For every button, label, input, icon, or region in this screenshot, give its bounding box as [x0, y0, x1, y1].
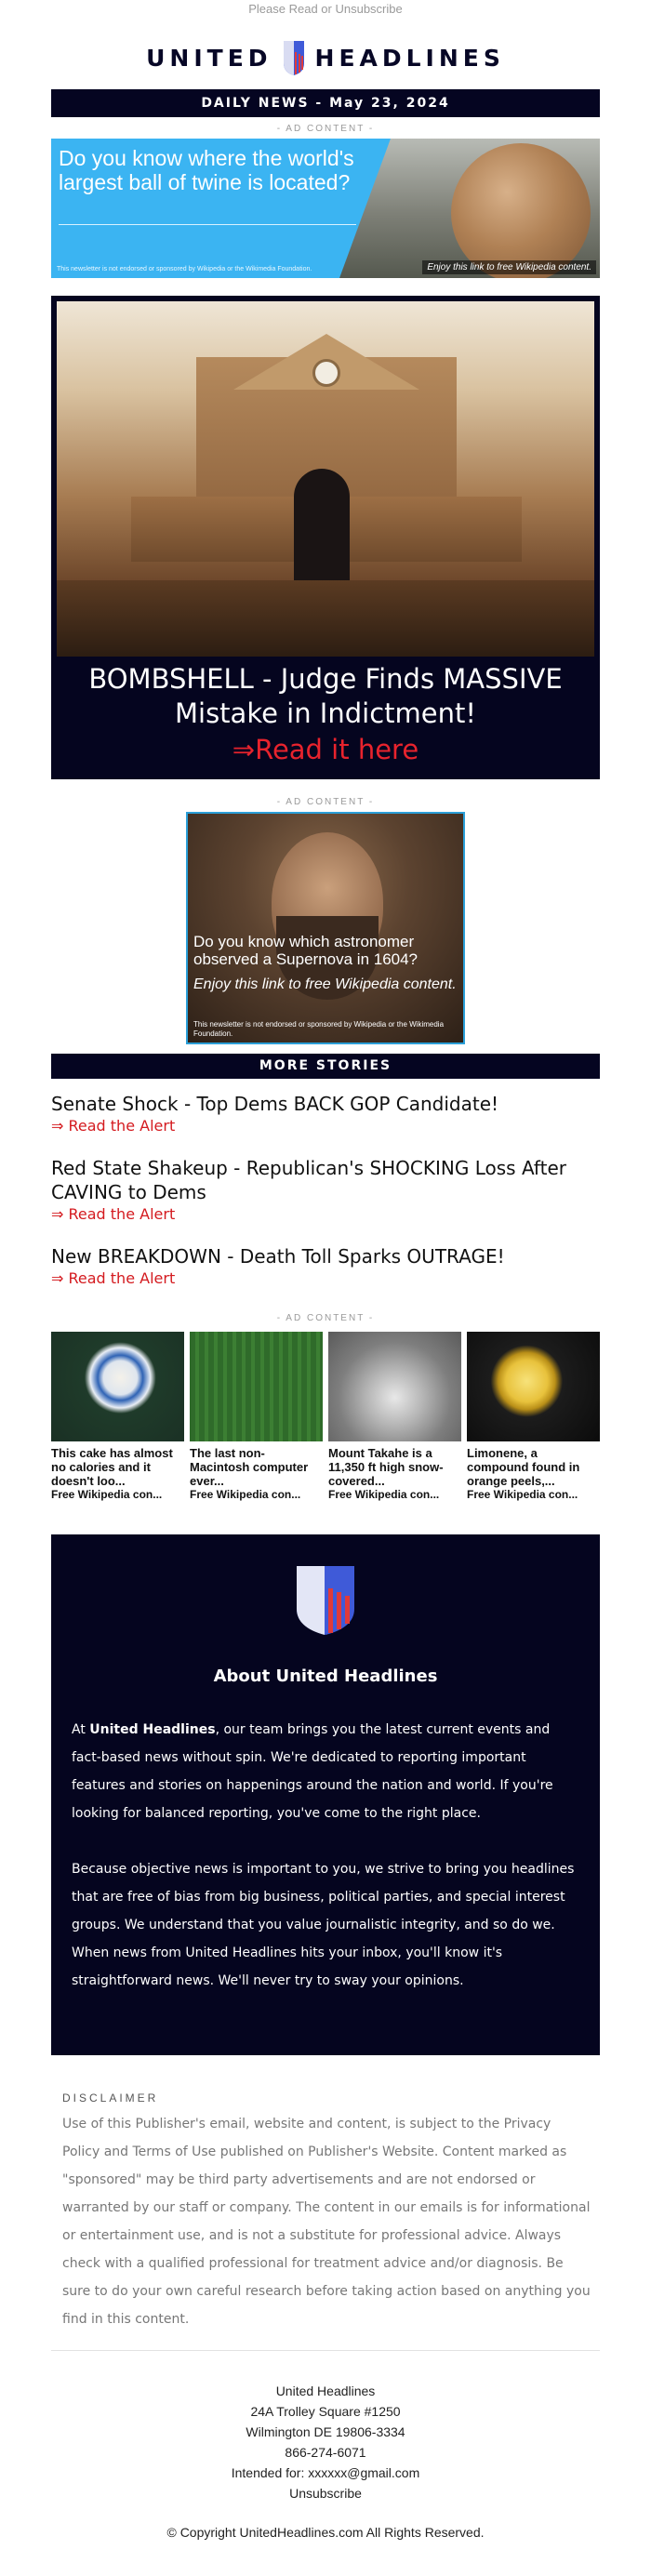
tile-source: Free Wikipedia con... — [328, 1488, 440, 1501]
ad-caption: Enjoy this link to free Wikipedia content. — [193, 976, 457, 992]
shield-logo-icon — [293, 1562, 358, 1637]
tile-cake[interactable] — [51, 1332, 184, 1508]
read-alert-link[interactable]: ⇒ Read the Alert — [51, 1117, 176, 1135]
brand-name-left: UNITED — [146, 44, 272, 72]
story-item[interactable] — [51, 1156, 600, 1224]
ad-question: Do you know where the world's largest ball of twine is located? — [59, 146, 354, 194]
ad-content-label: - AD CONTENT - — [276, 1313, 375, 1323]
hero-headline[interactable]: BOMBSHELL - Judge Finds MASSIVE Mistake in Indictment! — [88, 663, 563, 729]
tile-source: Free Wikipedia con... — [51, 1488, 163, 1501]
ad-disclaimer-note: This newsletter is not endorsed or sponsored by Wikipedia or the Wikimedia Foundation. — [193, 1020, 445, 1038]
footer-phone: 866-274-6071 — [285, 2445, 366, 2460]
ad-content-label: - AD CONTENT - — [276, 124, 375, 134]
footer-unsubscribe-link[interactable]: Unsubscribe — [289, 2486, 362, 2501]
about-prefix: At — [72, 1722, 90, 1737]
gallery-rail — [57, 580, 594, 657]
about-title: About United Headlines — [213, 1666, 438, 1686]
footer-intended-for: Intended for: xxxxxx@gmail.com — [231, 2465, 420, 2480]
about-brand: United Headlines — [89, 1722, 216, 1737]
brand-logo[interactable] — [0, 35, 651, 80]
date-band: DAILY NEWS - May 23, 2024 — [51, 89, 600, 117]
footer-address-2: Wilmington DE 19806-3334 — [246, 2424, 405, 2439]
ad-divider — [59, 224, 356, 225]
ad-question: Do you know which astronomer observed a Supernova in 1604? — [193, 933, 418, 968]
tile-title[interactable]: This cake has almost no calories and it doesn't loo... — [51, 1446, 173, 1488]
disclaimer-heading: DISCLAIMER — [62, 2091, 159, 2105]
story-title[interactable]: Red State Shakeup - Republican's SHOCKING Loss After CAVING to Dems — [51, 1157, 566, 1203]
ad-content-label: - AD CONTENT - — [276, 797, 375, 807]
ad-astronomer-banner[interactable] — [186, 812, 465, 1044]
mountain-aerial-image — [328, 1332, 461, 1441]
disclaimer-text: Use of this Publisher's email, website and content, is subject to the Privacy Policy and Terms of Use published on Publisher's Website. Content marked as "sponsored" may be third party advertisements and are not endorsed or warranted by our staff or company. The content in our emails is for informational or entertainment use, and is not a substitute for professional advice. Always check with a qualified professional for treatment advice and/or diagnosis. Be sure to do your own careful research before taking action based on anything you find in this content. — [62, 2117, 591, 2327]
twine-ball-image — [451, 143, 591, 278]
hero-story[interactable] — [51, 296, 600, 779]
courtroom-image — [57, 301, 594, 657]
ad-caption: Enjoy this link to free Wikipedia content. — [422, 260, 596, 274]
ad-twine-banner[interactable] — [51, 139, 600, 278]
tile-mountain[interactable] — [328, 1332, 461, 1508]
ad-disclaimer-note: This newsletter is not endorsed or sponsored by Wikipedia or the Wikimedia Foundation. — [57, 266, 312, 272]
about-paragraph-2: Because objective news is important to you, we strive to bring you headlines that are free of bias from big business, political parties, and special interest groups. We understand that you value journalistic integrity, and so do we. When news from United Headlines hits your inbox, you'll know it's straightforward news. We'll never try to sway your opinions. — [72, 1862, 575, 1988]
unsubscribe-top-link[interactable]: Please Read or Unsubscribe — [248, 2, 403, 16]
footer-address-1: 24A Trolley Square #1250 — [250, 2404, 401, 2419]
circuit-board-image — [190, 1332, 323, 1441]
tile-title[interactable]: Mount Takahe is a 11,350 ft high snow-covered... — [328, 1446, 444, 1488]
story-item[interactable] — [51, 1092, 600, 1135]
tile-title[interactable]: Limonene, a compound found in orange peels,... — [467, 1446, 580, 1488]
read-alert-link[interactable]: ⇒ Read the Alert — [51, 1269, 176, 1287]
tile-source: Free Wikipedia con... — [190, 1488, 301, 1501]
tile-limonene[interactable] — [467, 1332, 600, 1508]
tile-source: Free Wikipedia con... — [467, 1488, 578, 1501]
cake-image — [51, 1332, 184, 1441]
about-paragraph-1 — [72, 1716, 581, 1827]
brand-name-right: HEADLINES — [314, 44, 505, 72]
wikipedia-tiles — [51, 1332, 600, 1508]
story-item[interactable] — [51, 1244, 600, 1288]
more-stories-band: MORE STORIES — [51, 1054, 600, 1079]
read-alert-link[interactable]: ⇒ Read the Alert — [51, 1205, 176, 1223]
divider — [51, 2350, 600, 2351]
about-body: , our team brings you the latest current events and fact-based news without spin. We're dedicated to reporting important features and stories on happenings around the nation and world. If you're looking for balanced reporting, you've come to the right place. — [72, 1722, 553, 1821]
shield-logo-icon — [282, 39, 306, 76]
footer-company: United Headlines — [275, 2383, 376, 2398]
tile-computer[interactable] — [190, 1332, 323, 1508]
about-section — [51, 1534, 600, 2055]
tile-title[interactable]: The last non-Macintosh computer ever... — [190, 1446, 309, 1488]
story-title[interactable]: New BREAKDOWN - Death Toll Sparks OUTRAGE! — [51, 1245, 505, 1268]
lemon-image — [467, 1332, 600, 1441]
story-title[interactable]: Senate Shock - Top Dems BACK GOP Candidate! — [51, 1093, 499, 1115]
courtroom-clock — [312, 359, 340, 387]
hero-read-link[interactable]: ⇒Read it here — [232, 734, 419, 765]
footer-copyright: © Copyright UnitedHeadlines.com All Rights Reserved. — [166, 2525, 485, 2540]
